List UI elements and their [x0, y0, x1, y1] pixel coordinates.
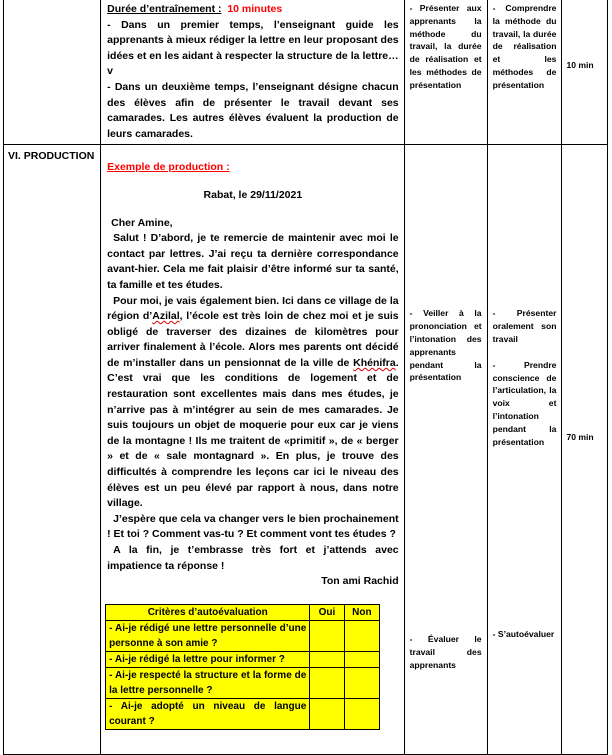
criteria-row: [106, 698, 380, 729]
criteria-table-wrapper: [105, 604, 399, 730]
teacher-activity-pronunciation: - Veiller à la prononciation et l’intonation des apprenants pendant la présentation: [409, 308, 482, 383]
non-checkbox-cell[interactable]: [344, 698, 379, 729]
self-evaluation-table: [105, 604, 380, 730]
oui-checkbox-cell[interactable]: [310, 620, 344, 651]
teacher-activities-cell: [404, 145, 487, 755]
oui-checkbox-cell[interactable]: [310, 667, 344, 698]
non-checkbox-cell[interactable]: [344, 620, 379, 651]
production-content: [101, 145, 405, 755]
learner-activity-present: - Présenter oralement son travail: [492, 308, 557, 344]
training-duration-label: Durée d’entraînement :: [107, 3, 222, 15]
letter-date: Rabat, le 29/11/2021: [203, 188, 303, 201]
lesson-plan-table: [3, 0, 608, 755]
duration-cell: [562, 145, 608, 755]
learner-activity-cell: [487, 0, 562, 145]
place-name-azilal: Azilal: [152, 310, 180, 323]
non-checkbox-cell[interactable]: [344, 667, 379, 698]
letter-paragraph-2-part-a: Pour moi, je vais également bien. Ici dans ce village de la région d’: [107, 294, 399, 323]
teacher-activity: - Présenter aux apprenants la méthode du travail, la durée de réalisation et les méthodes de présentation: [409, 3, 482, 90]
teacher-activity-evaluate: - Évaluer le travail des apprenants: [409, 634, 482, 670]
oui-checkbox-cell[interactable]: [310, 698, 344, 729]
letter-paragraph-2-part-b: , l’école est très loin de chez moi et je suis obligé de traverser des dizaines de kilomètres pour arriver finalement à l’école. Alors mes parents ont décidé de m’installer dans un pensionnat de la ville de: [107, 310, 399, 369]
teacher-activity-cell: [404, 0, 487, 145]
letter-greeting: Cher Amine,: [111, 216, 173, 229]
non-checkbox-cell[interactable]: [344, 651, 379, 667]
letter-paragraph-2-part-c: . C’est vrai que les conditions de logement et de restauration sont excellentes mais dans mes études, je n’arrive pas à m’intégrer au sein de mes camarades. Je suis toujours un objet de moquerie pour eux car je viens de la montagne ! Ils me traitent de «primitif », de « berger » et de « sale montagnard ». En plus, je trouve des difficultés à comprendre les leçons car ici le niveau des élèves est un peu élevé par rapport à nous, dans notre village.: [107, 356, 399, 510]
training-paragraph-2: - Dans un deuxième temps, l’enseignant désigne chacun des élèves afin de présenter le travail devant ses camarades. Les autres élèves évaluent la production de leurs camarades.: [107, 80, 399, 140]
learner-activity-self-evaluate: - S’autoévaluer: [492, 629, 555, 640]
training-row: [4, 0, 608, 145]
oui-checkbox-cell[interactable]: [310, 651, 344, 667]
letter-paragraph-4: A la fin, je t’embrasse très fort et j’attends avec impatience ta réponse !: [107, 544, 399, 572]
non-header: Non: [344, 604, 379, 620]
letter-signature: Ton ami Rachid: [321, 575, 399, 588]
criterion-text: - Ai-je respecté la structure et la forme de la lettre personnelle ?: [106, 667, 310, 698]
criterion-text: - Ai-je adopté un niveau de langue courant ?: [106, 698, 310, 729]
learner-activity-awareness: - Prendre conscience de l’articulation, la voix et l’intonation pendant la présentation: [492, 359, 557, 447]
training-paragraph-1: - Dans un premier temps, l’enseignant guide les apprenants à mieux rédiger la lettre en leur proposant des idées et en les aidant à respecter la structure de la lettre…v: [107, 18, 399, 78]
learner-activities-cell: [487, 145, 562, 755]
example-title: Exemple de production :: [107, 161, 230, 174]
training-duration-value: 10 minutes: [227, 3, 283, 15]
duration-value: 10 min: [566, 60, 594, 70]
duration-cell: [562, 0, 608, 145]
criterion-text: - Ai-je rédigé la lettre pour informer ?: [106, 651, 310, 667]
letter-paragraph-2: [107, 294, 399, 512]
duration-value: 70 min: [566, 432, 594, 443]
criteria-header: Critères d’autoévaluation: [106, 604, 310, 620]
criteria-header-row: [106, 604, 380, 620]
training-description: [101, 0, 405, 145]
section-title: VI. PRODUCTION: [4, 145, 101, 755]
production-row: [4, 145, 608, 755]
section-cell-empty: [4, 0, 101, 145]
criterion-text: - Ai-je rédigé une lettre personnelle d’une personne à son amie ?: [106, 620, 310, 651]
oui-header: Oui: [310, 604, 344, 620]
criteria-row: [106, 651, 380, 667]
criteria-row: [106, 667, 380, 698]
letter-paragraph-3: J’espère que cela va changer vers le bien prochainement ! Et toi ? Comment vas-tu ? Et comment vont tes études ?: [107, 512, 399, 541]
criteria-row: [106, 620, 380, 651]
learner-activity: - Comprendre la méthode du travail, la durée de réalisation et les méthodes de présentation: [492, 3, 557, 90]
letter-paragraph-1: Salut ! D’abord, je te remercie de maintenir avec moi le contact par lettres. J’ai reçu ta dernière correspondance avant-hier. Cela me fait plaisir d’être informé sur ta santé, ta famille et tes études.: [107, 232, 399, 291]
place-name-khenifra: Khénifra: [353, 356, 396, 369]
